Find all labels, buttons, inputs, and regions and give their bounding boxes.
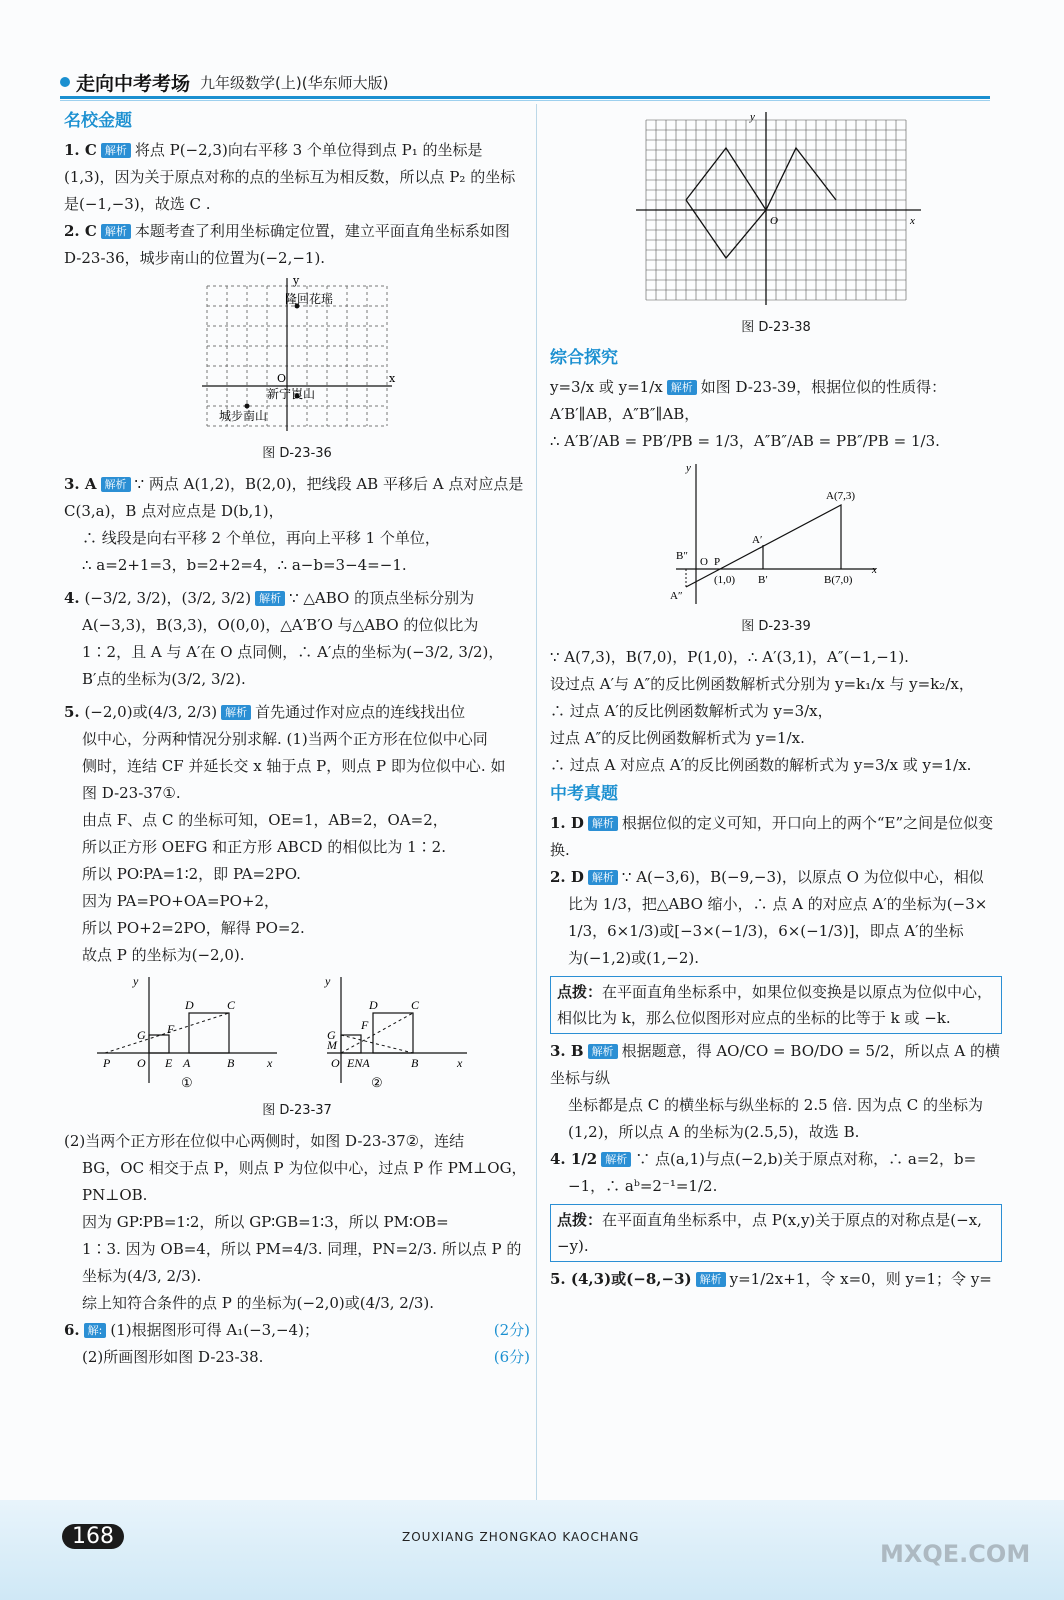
svg-text:A″: A″ [670,590,683,602]
svg-text:x: x [910,215,915,227]
svg-text:B(7,0): B(7,0) [824,574,853,586]
svg-text:O: O [770,215,778,227]
svg-text:B: B [227,1056,235,1070]
answer-1: 1. C 解析 将点 P(−2,3)向右平移 3 个单位得到点 P₁ 的坐标是(1,3)，因为关于原点对称的点的坐标互为相反数，所以点 P₂ 的坐标是(−1,−3)，故选 C . [64,141,516,213]
label-longhui: 隆回花瑶 [285,292,334,306]
svg-text:B′: B′ [758,574,768,586]
book-subtitle: 九年级数学(上)(华东师大版) [200,73,389,92]
analysis-tag: 解析 [696,1272,726,1287]
header-rule [60,96,990,99]
analysis-tag: 解析 [588,816,618,831]
svg-text:y: y [750,111,755,123]
svg-text:(1,0): (1,0) [714,574,736,586]
svg-text:A′: A′ [752,534,763,546]
analysis-tag: 解析 [588,1044,618,1059]
right-column: y x O 图 D-23-38 综合探究 y=3/x 或 y=1/x 解析 如图 D-23-39，根据位似的性质得： A′B′∥AB，A″B″∥AB， ∴ A′B′/AB = PB′/PB = 1/3，A″B″/AB = PB″/PB = 1/3. y x A(7,3) A′ A″ B″ B′ B(7,0) (1,0) O P 图 D-23-39 ∵ A(7,3)，B(7,0)，P(1,0)，∴ A′(3,1)，A″(−1,−1). 设过点 A′与 A″的反比例函数解析式分别为 y=k₁/x 与 y=k₂/x， ∴ 过点 A′的反比例函数解析式为 y=3/x， 过点 A″的反比例函数解析式为 y=1/x. ∴ 过点 A 对应点 A′的反比例函数的解析式为 y=3/x 或 y=1/x. 中考真题 1. D 解析 根据位似的定义可知，开口向上的两个“E”之间是位似变换. 2. D 解析 ∵ A(−3,6)，B(−9,−3)，以原点 O 为位似中心，相似 比为 1/3，把△ABO 缩小，∴ 点 A 的对应点 A′的坐标为(−3× 1/3，6×1/3)或[−3×(−1/3)，6×(−1/3)]，即点 A′的坐标 为(−1,2)或(1,−2). 点拨：在平面直角坐标系中，如果位似变换是以原点为位似中心，相似比为 k，那么位似图形对应点的坐标的比等于 k 或 −k. 3. B 解析 根据题意，得 AO/CO = BO/DO = 5/2，所以点 A 的横坐标与纵 坐标都是点 C 的横坐标与纵坐标的 2.5 倍. 因为点 C 的坐标为 (1,2)，所以点 A 的坐标为(2.5,5)，故选 B. 4. 1/2 解析 ∵ 点(a,1)与点(−2,b)关于原点对称，∴ a=2，b= −1，∴ aᵇ=2⁻¹=1/2. 点拨：在平面直角坐标系中，点 P(x,y)关于原点的对称点是(−x,−y). 5. (4,3)或(−8,−3) 解析 y=1/2x+1，令 x=0，则 y=1；令 y= [550,106,1002,1293]
analysis-tag: 解析 [101,143,131,158]
section-title-mingxiao: 名校金题 [64,111,132,131]
svg-text:C: C [227,998,236,1012]
page-header [60,68,388,96]
svg-text:y: y [325,974,331,988]
hint-box-2: 点拨：在平面直角坐标系中，点 P(x,y)关于原点的对称点是(−x,−y). [550,1204,1002,1262]
svg-text:O: O [700,556,708,568]
svg-text:O: O [331,1056,340,1070]
svg-text:x: x [267,1056,273,1070]
svg-text:x: x [872,564,877,576]
analysis-tag: 解析 [255,591,285,606]
svg-text:M: M [327,1038,337,1052]
answer-3: 3. A 解析 ∵ 两点 A(1,2)，B(2,0)，把线段 AB 平移后 A 点对应点是 C(3,a)，B 点对应点是 D(b,1)， [64,475,524,520]
svg-text:A(7,3): A(7,3) [826,490,856,502]
figure-d-23-37 [97,973,497,1093]
page-number: 168 [62,1524,124,1549]
svg-text:F: F [361,1018,369,1032]
footer-text: ZOUXIANG ZHONGKAO KAOCHANG [402,1530,640,1544]
answer-6: 6. 解: (1)根据图形可得 A₁(−3,−4)； (2分) [64,1321,530,1339]
svg-text:B″: B″ [676,550,688,562]
analysis-tag: 解析 [588,870,618,885]
answer-2: 2. C 解析 本题考查了利用坐标确定位置，建立平面直角坐标系如图 D-23-36，城步南山的位置为(−2,−1). [64,222,510,267]
svg-text:y: y [686,462,691,474]
svg-text:D: D [369,998,378,1012]
label-xinning: 新宁崀山 [267,387,316,401]
svg-text:P: P [103,1056,111,1070]
svg-text:C: C [411,998,420,1012]
analysis-tag: 解析 [601,1152,631,1167]
watermark: MXQE.COM [880,1540,1031,1568]
svg-text:y: y [133,974,139,988]
label-chengbu: 城步南山 [219,409,268,423]
section-title-zonghe: 综合探究 [550,348,618,368]
column-divider [536,104,537,1500]
hint-box-1: 点拨：在平面直角坐标系中，如果位似变换是以原点为位似中心，相似比为 k，那么位似图形对应点的坐标的比等于 k 或 −k. [550,976,1002,1034]
figure-d-23-39 [666,459,886,609]
x-axis-label: x [389,372,396,385]
subfig-1-label: ① [181,1076,193,1091]
svg-text:G: G [327,1028,336,1042]
answer-4: 4. (−3/2, 3/2)，(3/2, 3/2) 解析 ∵ △ABO 的顶点坐标分别为 [64,589,475,607]
left-column: 名校金题 1. C 解析 将点 P(−2,3)向右平移 3 个单位得到点 P₁ 的坐标是(1,3)，因为关于原点对称的点的坐标互为相反数，所以点 P₂ 的坐标是(−1,−3)，故选 C . 2. C 解析 本题考查了利用坐标确定位置，建立平面直角坐标系如图 D-23-36，城步南山的位置为(−2,−1). y x O 隆回花瑶 新宁崀山 城步南山 图 D-23-36 3. A 解析 ∵ 两点 A(1,2)，B(2,0)，把线段 AB 平移后 A 点对应点是 C(3,a)，B 点对应点是 D(b,1)， ∴ 线段是向右平移 2 个单位，再向上平移 1 个单位， ∴ a=2+1=3，b=2+2=4，∴ a−b=3−4=−1. 4. (−3/2, 3/2)，(3/2, 3/2) 解析 ∵ △ABO 的顶点坐标分别为 A(−3,3)，B(3,3)，O(0,0)，△A′B′O 与△ABO 的位似比为 1∶2，且 A 与 A′在 O 点同侧，∴ A′点的坐标为(−3/2, 3/2)， B′点的坐标为(3/2, 3/2). 5. (−2,0)或(4/3, 2/3) 解析 首先通过作对应点的连线找出位 似中心，分两种情况分别求解. (1)当两个正方形在位似中心同 侧时，连结 CF 并延长交 x 轴于点 P，则点 P 即为位似中心. 如 图 D-23-37①. 由点 F、点 C 的坐标可知，OE=1，AB=2，OA=2， 所以正方形 OEFG 和正方形 ABCD 的相似比为 1∶2. 所以 PO∶PA=1∶2，即 PA=2PO. 因为 PA=PO+OA=PO+2， 所以 PO+2=2PO，解得 PO=2. 故点 P 的坐标为(−2,0). y P O E A B x G F D C y O ENA B x G M F D C ① ② 图 D-23-37 (2)当两个正方形在位似中心两侧时，如图 D-23-37②，连结 BG，OC 相交于点 P，则点 P 为位似中心，过点 P 作 PM⊥OG， PN⊥OB. 因为 GP∶PB=1∶2，所以 GP∶GB=1∶3，所以 PM∶OB= 1∶3. 因为 OB=4，所以 PM=4/3. 同理，PN=2/3. 所以点 P 的 坐标为(4/3, 2/3). 综上知符合条件的点 P 的坐标为(−2,0)或(4/3, 2/3). 6. 解: (1)根据图形可得 A₁(−3,−4)； (2分) (2)所画图形如图 D-23-38. (6分) [64,106,530,1371]
svg-text:ENA: ENA [347,1056,370,1070]
svg-text:B: B [411,1056,419,1070]
svg-text:P: P [714,556,721,568]
analysis-tag: 解析 [667,380,697,395]
figure-d-23-38 [626,110,926,310]
section-title-zhongkao: 中考真题 [550,784,618,804]
svg-text:F: F [167,1022,175,1036]
book-title: 走向中考考场 [76,72,191,95]
svg-text:E: E [165,1056,173,1070]
svg-text:G: G [137,1028,146,1042]
header-rule-thin [60,100,990,101]
analysis-tag: 解析 [101,224,131,239]
svg-text:O: O [137,1056,146,1070]
figure-d-23-36 [197,276,397,436]
svg-text:A: A [183,1056,191,1070]
caption-36: 图 D-23-36 [262,446,332,461]
answer-5: 5. (−2,0)或(4/3, 2/3) 解析 首先通过作对应点的连线找出位 [64,703,466,721]
caption-39: 图 D-23-39 [741,619,811,634]
caption-37: 图 D-23-37 [262,1103,332,1118]
analysis-tag: 解析 [221,705,251,720]
svg-text:x: x [457,1056,463,1070]
analysis-tag: 解析 [101,477,131,492]
subfig-2-label: ② [371,1076,383,1091]
caption-38: 图 D-23-38 [741,320,811,335]
svg-text:D: D [185,998,194,1012]
bullet-dot-icon [60,77,70,87]
y-axis-label: y [293,276,300,287]
origin-label: O [277,372,287,385]
